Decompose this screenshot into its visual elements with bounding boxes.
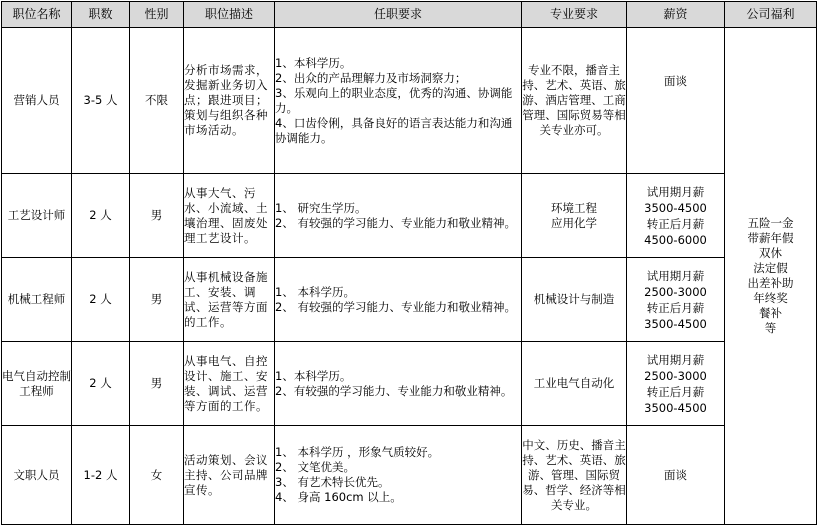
salary-line: 3500-4500 <box>644 316 707 331</box>
job-requirements <box>275 174 522 258</box>
job-title: 工艺设计师 <box>2 174 72 258</box>
benefit-item: 等 <box>764 321 777 335</box>
header-requirements: 任职要求 <box>275 2 522 28</box>
salary-line: 试用期月薪 <box>646 268 705 283</box>
table-row <box>2 258 817 342</box>
job-gender: 男 <box>130 174 184 258</box>
job-requirements <box>275 342 522 426</box>
benefit-item: 年终奖 <box>753 291 788 305</box>
job-count: 2 人 <box>72 258 130 342</box>
job-requirements <box>275 426 522 525</box>
requirement-item: 3、乐观向上的职业态度，优秀的沟通、协调能力。 <box>275 85 513 115</box>
salary-line: 试用期月薪 <box>646 184 705 199</box>
salary-line: 转正后月薪 <box>646 300 705 315</box>
salary-line: 试用期月薪 <box>646 352 705 367</box>
job-count: 2 人 <box>72 342 130 426</box>
job-salary <box>627 28 725 174</box>
salary-line: 3500-4500 <box>644 400 707 415</box>
job-description: 从事电气、自控设计、施工、安装、调试、运营等方面的工作。 <box>184 342 275 426</box>
benefit-item: 五险一金 <box>747 216 794 230</box>
job-major: 机械设计与制造 <box>522 258 627 342</box>
benefit-item: 双休 <box>759 246 782 260</box>
header-benefits: 公司福利 <box>725 2 817 28</box>
requirement-item: 2、 有较强的学习能力、专业能力和敬业精神。 <box>275 215 516 230</box>
job-description: 分析市场需求，发掘新业务切入点；跟进项目；策划与组织各种市场活动。 <box>184 28 275 174</box>
job-salary <box>627 174 725 258</box>
requirement-item: 4、 身高 160cm 以上。 <box>275 490 402 504</box>
job-gender: 不限 <box>130 28 184 174</box>
requirement-item: 1、 本科学历 ，形象气质较好。 <box>275 445 440 459</box>
salary-line: 4500-6000 <box>644 232 707 247</box>
job-description: 活动策划、会议主持、公司品牌宣传。 <box>184 426 275 525</box>
requirement-item: 2、有较强的学习能力、专业能力和敬业精神。 <box>275 383 513 398</box>
header-count: 职数 <box>72 2 130 28</box>
requirement-item: 1、本科学历。 <box>275 55 352 70</box>
salary-line: 3500-4500 <box>644 200 707 215</box>
requirement-item: 3、 有艺术特长优先。 <box>275 475 390 489</box>
salary-line: 转正后月薪 <box>646 216 705 231</box>
salary-line: 2500-3000 <box>644 284 707 299</box>
requirement-item: 1、 研究生学历。 <box>275 200 367 215</box>
requirement-item: 1、 本科学历。 <box>275 284 355 299</box>
recruitment-table <box>1 1 817 525</box>
header-row <box>2 2 817 28</box>
requirement-item: 2、 有较强的学习能力、专业能力和敬业精神。 <box>275 299 516 314</box>
requirement-item: 1、本科学历。 <box>275 368 352 383</box>
job-title: 文职人员 <box>2 426 72 525</box>
requirement-item: 2、 文笔优美。 <box>275 460 355 474</box>
job-gender: 男 <box>130 258 184 342</box>
job-major: 环境工程 应用化学 <box>522 174 627 258</box>
job-requirements <box>275 28 522 174</box>
job-salary <box>627 258 725 342</box>
header-description: 职位描述 <box>184 2 275 28</box>
salary-line: 2500-3000 <box>644 368 707 383</box>
benefit-item: 法定假 <box>753 261 788 275</box>
requirement-item: 4、口齿伶俐，具备良好的语言表达能力和沟通协调能力。 <box>275 115 513 145</box>
job-gender: 男 <box>130 342 184 426</box>
header-salary: 薪资 <box>627 2 725 28</box>
table-row <box>2 342 817 426</box>
header-gender: 性别 <box>130 2 184 28</box>
salary-line: 面谈 <box>664 74 687 88</box>
table-row <box>2 426 817 525</box>
job-requirements <box>275 258 522 342</box>
benefit-item: 带薪年假 <box>747 231 794 245</box>
header-major: 专业要求 <box>522 2 627 28</box>
header-title: 职位名称 <box>2 2 72 28</box>
benefit-item: 出差补助 <box>747 276 794 290</box>
job-title: 电气自动控制工程师 <box>2 342 72 426</box>
requirement-item: 2、出众的产品理解力及市场洞察力； <box>275 70 467 85</box>
salary-line: 转正后月薪 <box>646 384 705 399</box>
job-major: 专业不限，播音主持、艺术、英语、旅游、酒店管理、工商管理、国际贸易等相关专业亦可。 <box>522 28 627 174</box>
salary-line: 面谈 <box>664 468 687 482</box>
benefit-item: 餐补 <box>759 306 782 320</box>
table-row <box>2 28 817 174</box>
job-title: 机械工程师 <box>2 258 72 342</box>
job-count: 1-2 人 <box>72 426 130 525</box>
company-benefits <box>725 28 817 525</box>
job-major: 工业电气自动化 <box>522 342 627 426</box>
job-description: 从事机械设备施工、安装、调试、运营等方面的工作。 <box>184 258 275 342</box>
job-salary <box>627 342 725 426</box>
job-major: 中文、历史、播音主持、艺术、英语、旅游、管理、国际贸易、哲学、经济等相关专业。 <box>522 426 627 525</box>
job-gender: 女 <box>130 426 184 525</box>
job-count: 3-5 人 <box>72 28 130 174</box>
table-row <box>2 174 817 258</box>
job-description: 从事大气、污水、小流域、土壤治理、固废处理工艺设计。 <box>184 174 275 258</box>
job-count: 2 人 <box>72 174 130 258</box>
job-salary <box>627 426 725 525</box>
job-title: 营销人员 <box>2 28 72 174</box>
